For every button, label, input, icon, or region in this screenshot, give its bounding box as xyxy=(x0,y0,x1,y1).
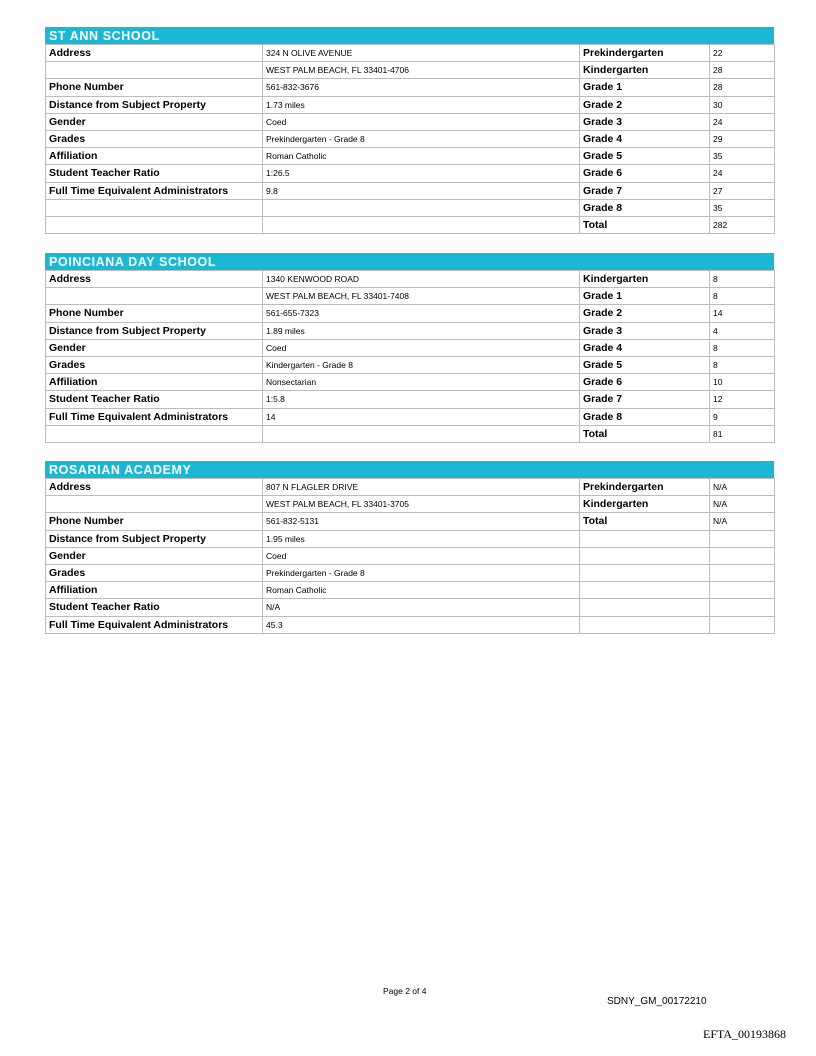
grade-count: 81 xyxy=(710,425,775,442)
field-label: Grades xyxy=(46,356,263,373)
grade-count: 8 xyxy=(710,339,775,356)
table-row xyxy=(46,339,775,356)
field-value: 1:26.5 xyxy=(263,165,580,182)
field-value: WEST PALM BEACH, FL 33401-3705 xyxy=(263,496,580,513)
table-row xyxy=(46,130,775,147)
table-row xyxy=(46,547,775,564)
grade-label: Grade 7 xyxy=(580,391,710,408)
grade-count xyxy=(710,616,775,633)
grade-label: Grade 8 xyxy=(580,199,710,216)
school-title: ST ANN SCHOOL xyxy=(45,27,774,44)
grade-label: Grade 6 xyxy=(580,374,710,391)
field-value xyxy=(263,216,580,233)
field-label xyxy=(46,288,263,305)
grade-count xyxy=(710,530,775,547)
grade-label: Prekindergarten xyxy=(580,479,710,496)
field-label: Address xyxy=(46,45,263,62)
grade-count: 35 xyxy=(710,199,775,216)
field-label: Student Teacher Ratio xyxy=(46,599,263,616)
document-id: SDNY_GM_00172210 xyxy=(607,996,707,1007)
field-value: 561-832-5131 xyxy=(263,513,580,530)
field-value: Kindergarten - Grade 8 xyxy=(263,356,580,373)
grade-count: 8 xyxy=(710,288,775,305)
field-value xyxy=(263,425,580,442)
grade-label xyxy=(580,616,710,633)
field-label: Gender xyxy=(46,113,263,130)
field-value: 561-655-7323 xyxy=(263,305,580,322)
school-table xyxy=(45,270,775,443)
field-value: 14 xyxy=(263,408,580,425)
grade-label: Grade 8 xyxy=(580,408,710,425)
grade-count: 24 xyxy=(710,165,775,182)
table-row xyxy=(46,305,775,322)
grade-label: Grade 2 xyxy=(580,96,710,113)
field-value: 1:5.8 xyxy=(263,391,580,408)
grade-count: 30 xyxy=(710,96,775,113)
grade-label: Grade 1 xyxy=(580,288,710,305)
grade-count: 4 xyxy=(710,322,775,339)
table-row xyxy=(46,564,775,581)
field-label: Distance from Subject Property xyxy=(46,530,263,547)
table-row xyxy=(46,62,775,79)
field-label: Affiliation xyxy=(46,374,263,391)
field-label xyxy=(46,199,263,216)
table-row xyxy=(46,616,775,633)
page-number: Page 2 of 4 xyxy=(383,986,427,996)
field-value: 324 N OLIVE AVENUE xyxy=(263,45,580,62)
table-row xyxy=(46,479,775,496)
grade-label: Total xyxy=(580,425,710,442)
field-label xyxy=(46,216,263,233)
grade-label: Grade 7 xyxy=(580,182,710,199)
field-value: 1340 KENWOOD ROAD xyxy=(263,271,580,288)
field-label: Affiliation xyxy=(46,582,263,599)
grade-count xyxy=(710,547,775,564)
field-label: Grades xyxy=(46,130,263,147)
table-row xyxy=(46,425,775,442)
grade-label: Grade 1 xyxy=(580,79,710,96)
grade-label xyxy=(580,547,710,564)
table-row xyxy=(46,513,775,530)
table-row xyxy=(46,288,775,305)
grade-count: 12 xyxy=(710,391,775,408)
grade-count: 14 xyxy=(710,305,775,322)
field-label: Gender xyxy=(46,547,263,564)
field-label: Distance from Subject Property xyxy=(46,96,263,113)
grade-label: Total xyxy=(580,216,710,233)
table-row xyxy=(46,582,775,599)
field-value: Coed xyxy=(263,339,580,356)
grade-count: 282 xyxy=(710,216,775,233)
grade-label: Prekindergarten xyxy=(580,45,710,62)
table-row xyxy=(46,271,775,288)
school-table xyxy=(45,44,775,234)
field-value: 1.89 miles xyxy=(263,322,580,339)
field-label: Phone Number xyxy=(46,513,263,530)
grade-count: 28 xyxy=(710,62,775,79)
grade-count xyxy=(710,599,775,616)
school-block-rosarian xyxy=(45,461,774,634)
field-value: 1.73 miles xyxy=(263,96,580,113)
table-row xyxy=(46,148,775,165)
table-row xyxy=(46,79,775,96)
table-row xyxy=(46,45,775,62)
field-value: Nonsectarian xyxy=(263,374,580,391)
field-label: Phone Number xyxy=(46,79,263,96)
field-label: Phone Number xyxy=(46,305,263,322)
grade-count: 35 xyxy=(710,148,775,165)
grade-label: Grade 3 xyxy=(580,113,710,130)
table-row xyxy=(46,530,775,547)
table-row xyxy=(46,599,775,616)
table-row xyxy=(46,96,775,113)
school-title: POINCIANA DAY SCHOOL xyxy=(45,253,774,270)
grade-label: Kindergarten xyxy=(580,271,710,288)
grade-count: 27 xyxy=(710,182,775,199)
grade-label: Grade 5 xyxy=(580,356,710,373)
grade-label xyxy=(580,582,710,599)
grade-label: Grade 5 xyxy=(580,148,710,165)
grade-label xyxy=(580,564,710,581)
field-label: Full Time Equivalent Administrators xyxy=(46,182,263,199)
field-value: WEST PALM BEACH, FL 33401-7408 xyxy=(263,288,580,305)
bates-number: EFTA_00193868 xyxy=(703,1027,787,1041)
table-row xyxy=(46,322,775,339)
table-row xyxy=(46,408,775,425)
grade-count: 22 xyxy=(710,45,775,62)
field-label xyxy=(46,62,263,79)
field-label: Full Time Equivalent Administrators xyxy=(46,408,263,425)
grade-count: N/A xyxy=(710,513,775,530)
grade-label: Grade 2 xyxy=(580,305,710,322)
grade-count: 8 xyxy=(710,356,775,373)
field-value: N/A xyxy=(263,599,580,616)
field-value: Roman Catholic xyxy=(263,148,580,165)
field-label: Distance from Subject Property xyxy=(46,322,263,339)
field-value: WEST PALM BEACH, FL 33401-4706 xyxy=(263,62,580,79)
grade-count: 10 xyxy=(710,374,775,391)
grade-label: Grade 6 xyxy=(580,165,710,182)
field-value xyxy=(263,199,580,216)
field-label: Student Teacher Ratio xyxy=(46,165,263,182)
field-label: Address xyxy=(46,271,263,288)
table-row xyxy=(46,216,775,233)
grade-label: Grade 4 xyxy=(580,339,710,356)
school-block-poinciana xyxy=(45,253,774,443)
grade-count: 8 xyxy=(710,271,775,288)
table-row xyxy=(46,391,775,408)
grade-count xyxy=(710,582,775,599)
table-row xyxy=(46,496,775,513)
grade-label: Grade 4 xyxy=(580,130,710,147)
grade-label: Kindergarten xyxy=(580,496,710,513)
table-row xyxy=(46,356,775,373)
field-label xyxy=(46,425,263,442)
field-value: 45.3 xyxy=(263,616,580,633)
field-value: 561-832-3676 xyxy=(263,79,580,96)
field-label: Student Teacher Ratio xyxy=(46,391,263,408)
table-row xyxy=(46,199,775,216)
grade-label xyxy=(580,599,710,616)
field-label: Address xyxy=(46,479,263,496)
table-row xyxy=(46,374,775,391)
school-block-st-ann xyxy=(45,27,774,234)
grade-label: Total xyxy=(580,513,710,530)
table-row xyxy=(46,113,775,130)
grade-count: N/A xyxy=(710,479,775,496)
field-value: Coed xyxy=(263,547,580,564)
grade-label xyxy=(580,530,710,547)
field-value: 807 N FLAGLER DRIVE xyxy=(263,479,580,496)
field-label: Full Time Equivalent Administrators xyxy=(46,616,263,633)
grade-count: 28 xyxy=(710,79,775,96)
field-value: 1.95 miles xyxy=(263,530,580,547)
grade-count: 9 xyxy=(710,408,775,425)
field-value: Roman Catholic xyxy=(263,582,580,599)
field-value: Prekindergarten - Grade 8 xyxy=(263,564,580,581)
field-value: Coed xyxy=(263,113,580,130)
field-label xyxy=(46,496,263,513)
table-row xyxy=(46,165,775,182)
grade-count xyxy=(710,564,775,581)
field-value: 9.8 xyxy=(263,182,580,199)
grade-count: 29 xyxy=(710,130,775,147)
school-title: ROSARIAN ACADEMY xyxy=(45,461,774,478)
school-table xyxy=(45,478,775,634)
field-label: Gender xyxy=(46,339,263,356)
field-label: Grades xyxy=(46,564,263,581)
grade-label: Grade 3 xyxy=(580,322,710,339)
field-label: Affiliation xyxy=(46,148,263,165)
grade-count: 24 xyxy=(710,113,775,130)
table-row xyxy=(46,182,775,199)
field-value: Prekindergarten - Grade 8 xyxy=(263,130,580,147)
grade-count: N/A xyxy=(710,496,775,513)
grade-label: Kindergarten xyxy=(580,62,710,79)
